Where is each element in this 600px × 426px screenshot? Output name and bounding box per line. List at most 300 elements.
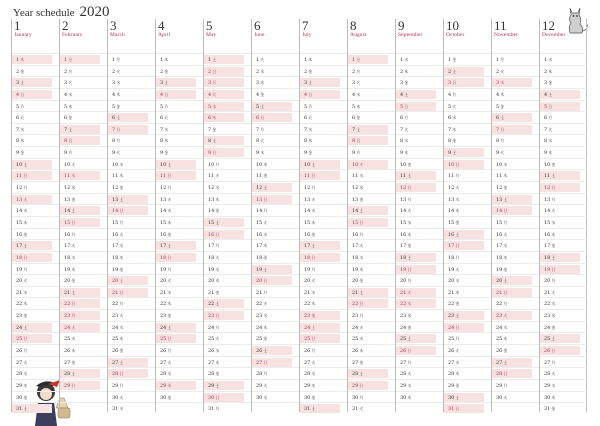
day-row[interactable] bbox=[348, 181, 395, 193]
day-row[interactable] bbox=[12, 379, 59, 391]
day-row[interactable] bbox=[12, 123, 59, 135]
day-row[interactable] bbox=[252, 146, 299, 158]
day-row[interactable] bbox=[60, 169, 107, 181]
day-row[interactable] bbox=[252, 111, 299, 123]
day-row[interactable] bbox=[156, 111, 203, 123]
day-row[interactable] bbox=[444, 88, 491, 100]
day-row[interactable] bbox=[492, 204, 539, 216]
day-row[interactable] bbox=[252, 228, 299, 240]
day-row[interactable] bbox=[348, 344, 395, 356]
day-row[interactable] bbox=[108, 321, 155, 333]
day-row[interactable] bbox=[348, 402, 395, 414]
day-row[interactable] bbox=[108, 274, 155, 286]
day-row[interactable] bbox=[492, 402, 539, 414]
day-row[interactable] bbox=[156, 169, 203, 181]
day-row[interactable] bbox=[252, 158, 299, 170]
day-row[interactable] bbox=[108, 181, 155, 193]
day-row[interactable] bbox=[444, 158, 491, 170]
day-row[interactable] bbox=[156, 251, 203, 263]
day-row[interactable] bbox=[348, 65, 395, 77]
day-row[interactable] bbox=[204, 53, 251, 65]
day-row[interactable] bbox=[540, 134, 587, 146]
day-row[interactable] bbox=[60, 100, 107, 112]
day-row[interactable] bbox=[12, 309, 59, 321]
day-row[interactable] bbox=[252, 216, 299, 228]
day-row[interactable] bbox=[156, 228, 203, 240]
day-row[interactable] bbox=[396, 286, 443, 298]
day-row[interactable] bbox=[108, 239, 155, 251]
day-row[interactable] bbox=[444, 134, 491, 146]
day-row[interactable] bbox=[444, 169, 491, 181]
day-row[interactable] bbox=[396, 181, 443, 193]
day-row[interactable] bbox=[60, 367, 107, 379]
day-row[interactable] bbox=[300, 367, 347, 379]
day-row[interactable] bbox=[252, 367, 299, 379]
day-row[interactable] bbox=[348, 367, 395, 379]
day-row[interactable] bbox=[492, 356, 539, 368]
day-row[interactable] bbox=[12, 111, 59, 123]
day-row[interactable] bbox=[60, 123, 107, 135]
day-row[interactable] bbox=[204, 274, 251, 286]
day-row[interactable] bbox=[156, 158, 203, 170]
day-row[interactable] bbox=[252, 297, 299, 309]
day-row[interactable] bbox=[444, 123, 491, 135]
day-row[interactable] bbox=[396, 146, 443, 158]
day-row[interactable] bbox=[12, 367, 59, 379]
day-row[interactable] bbox=[204, 332, 251, 344]
day-row[interactable] bbox=[60, 309, 107, 321]
day-row[interactable] bbox=[156, 216, 203, 228]
day-row[interactable] bbox=[348, 356, 395, 368]
day-row[interactable] bbox=[492, 123, 539, 135]
day-row[interactable] bbox=[492, 309, 539, 321]
day-row[interactable] bbox=[108, 169, 155, 181]
day-row[interactable] bbox=[444, 204, 491, 216]
day-row[interactable] bbox=[156, 344, 203, 356]
day-row[interactable] bbox=[252, 204, 299, 216]
day-row[interactable] bbox=[252, 263, 299, 275]
day-row[interactable] bbox=[156, 123, 203, 135]
day-row[interactable] bbox=[540, 367, 587, 379]
day-row[interactable] bbox=[540, 228, 587, 240]
day-row[interactable] bbox=[108, 251, 155, 263]
day-row[interactable] bbox=[156, 76, 203, 88]
day-row[interactable] bbox=[12, 332, 59, 344]
day-row[interactable] bbox=[60, 158, 107, 170]
day-row[interactable] bbox=[60, 379, 107, 391]
day-row[interactable] bbox=[300, 344, 347, 356]
day-row[interactable] bbox=[12, 76, 59, 88]
day-row[interactable] bbox=[108, 216, 155, 228]
day-row[interactable] bbox=[300, 251, 347, 263]
day-row[interactable] bbox=[60, 402, 107, 414]
day-row[interactable] bbox=[492, 169, 539, 181]
day-row[interactable] bbox=[444, 193, 491, 205]
day-row[interactable] bbox=[60, 274, 107, 286]
day-row[interactable] bbox=[252, 391, 299, 403]
day-row[interactable] bbox=[60, 111, 107, 123]
day-row[interactable] bbox=[444, 379, 491, 391]
day-row[interactable] bbox=[12, 391, 59, 403]
day-row[interactable] bbox=[156, 146, 203, 158]
day-row[interactable] bbox=[60, 134, 107, 146]
day-row[interactable] bbox=[60, 193, 107, 205]
day-row[interactable] bbox=[204, 356, 251, 368]
day-row[interactable] bbox=[12, 286, 59, 298]
day-row[interactable] bbox=[492, 286, 539, 298]
day-row[interactable] bbox=[252, 379, 299, 391]
day-row[interactable] bbox=[204, 391, 251, 403]
day-row[interactable] bbox=[348, 146, 395, 158]
day-row[interactable] bbox=[444, 332, 491, 344]
day-row[interactable] bbox=[492, 158, 539, 170]
day-row[interactable] bbox=[156, 391, 203, 403]
day-row[interactable] bbox=[12, 263, 59, 275]
day-row[interactable] bbox=[300, 309, 347, 321]
day-row[interactable] bbox=[540, 286, 587, 298]
day-row[interactable] bbox=[108, 123, 155, 135]
day-row[interactable] bbox=[540, 251, 587, 263]
day-row[interactable] bbox=[444, 367, 491, 379]
day-row[interactable] bbox=[348, 274, 395, 286]
day-row[interactable] bbox=[444, 239, 491, 251]
day-row[interactable] bbox=[12, 169, 59, 181]
day-row[interactable] bbox=[156, 100, 203, 112]
day-row[interactable] bbox=[540, 344, 587, 356]
day-row[interactable] bbox=[396, 158, 443, 170]
day-row[interactable] bbox=[252, 123, 299, 135]
day-row[interactable] bbox=[492, 111, 539, 123]
day-row[interactable] bbox=[204, 286, 251, 298]
day-row[interactable] bbox=[396, 309, 443, 321]
day-row[interactable] bbox=[204, 239, 251, 251]
day-row[interactable] bbox=[444, 402, 491, 414]
day-row[interactable] bbox=[156, 286, 203, 298]
day-row[interactable] bbox=[156, 297, 203, 309]
day-row[interactable] bbox=[348, 204, 395, 216]
day-row[interactable] bbox=[252, 344, 299, 356]
day-row[interactable] bbox=[12, 356, 59, 368]
day-row[interactable] bbox=[300, 286, 347, 298]
day-row[interactable] bbox=[204, 181, 251, 193]
day-row[interactable] bbox=[348, 391, 395, 403]
day-row[interactable] bbox=[396, 88, 443, 100]
day-row[interactable] bbox=[108, 309, 155, 321]
day-row[interactable] bbox=[348, 228, 395, 240]
day-row[interactable] bbox=[108, 286, 155, 298]
day-row[interactable] bbox=[12, 100, 59, 112]
day-row[interactable] bbox=[156, 204, 203, 216]
day-row[interactable] bbox=[204, 65, 251, 77]
day-row[interactable] bbox=[300, 100, 347, 112]
day-row[interactable] bbox=[252, 332, 299, 344]
day-row[interactable] bbox=[540, 53, 587, 65]
day-row[interactable] bbox=[300, 263, 347, 275]
day-row[interactable] bbox=[300, 332, 347, 344]
day-row[interactable] bbox=[204, 169, 251, 181]
day-row[interactable] bbox=[60, 204, 107, 216]
day-row[interactable] bbox=[444, 297, 491, 309]
day-row[interactable] bbox=[252, 134, 299, 146]
day-row[interactable] bbox=[300, 158, 347, 170]
day-row[interactable] bbox=[12, 158, 59, 170]
day-row[interactable] bbox=[204, 321, 251, 333]
day-row[interactable] bbox=[300, 76, 347, 88]
day-row[interactable] bbox=[348, 134, 395, 146]
day-row[interactable] bbox=[300, 356, 347, 368]
day-row[interactable] bbox=[12, 297, 59, 309]
day-row[interactable] bbox=[12, 146, 59, 158]
day-row[interactable] bbox=[12, 65, 59, 77]
day-row[interactable] bbox=[204, 76, 251, 88]
day-row[interactable] bbox=[60, 286, 107, 298]
day-row[interactable] bbox=[444, 263, 491, 275]
day-row[interactable] bbox=[108, 344, 155, 356]
day-row[interactable] bbox=[348, 263, 395, 275]
day-row[interactable] bbox=[540, 123, 587, 135]
day-row[interactable] bbox=[108, 204, 155, 216]
day-row[interactable] bbox=[60, 356, 107, 368]
day-row[interactable] bbox=[60, 88, 107, 100]
day-row[interactable] bbox=[492, 263, 539, 275]
day-row[interactable] bbox=[348, 286, 395, 298]
day-row[interactable] bbox=[348, 100, 395, 112]
day-row[interactable] bbox=[492, 391, 539, 403]
day-row[interactable] bbox=[204, 367, 251, 379]
day-row[interactable] bbox=[540, 332, 587, 344]
day-row[interactable] bbox=[444, 391, 491, 403]
day-row[interactable] bbox=[300, 228, 347, 240]
day-row[interactable] bbox=[540, 169, 587, 181]
day-row[interactable] bbox=[300, 239, 347, 251]
day-row[interactable] bbox=[300, 297, 347, 309]
day-row[interactable] bbox=[444, 216, 491, 228]
day-row[interactable] bbox=[300, 146, 347, 158]
day-row[interactable] bbox=[348, 332, 395, 344]
day-row[interactable] bbox=[156, 263, 203, 275]
day-row[interactable] bbox=[492, 379, 539, 391]
day-row[interactable] bbox=[204, 158, 251, 170]
day-row[interactable] bbox=[444, 65, 491, 77]
day-row[interactable] bbox=[444, 228, 491, 240]
day-row[interactable] bbox=[492, 181, 539, 193]
day-row[interactable] bbox=[348, 309, 395, 321]
day-row[interactable] bbox=[540, 216, 587, 228]
day-row[interactable] bbox=[540, 65, 587, 77]
day-row[interactable] bbox=[300, 53, 347, 65]
day-row[interactable] bbox=[204, 402, 251, 414]
day-row[interactable] bbox=[204, 193, 251, 205]
day-row[interactable] bbox=[444, 53, 491, 65]
day-row[interactable] bbox=[204, 297, 251, 309]
day-row[interactable] bbox=[204, 111, 251, 123]
day-row[interactable] bbox=[540, 204, 587, 216]
day-row[interactable] bbox=[12, 53, 59, 65]
day-row[interactable] bbox=[540, 111, 587, 123]
day-row[interactable] bbox=[156, 356, 203, 368]
day-row[interactable] bbox=[108, 332, 155, 344]
day-row[interactable] bbox=[60, 344, 107, 356]
day-row[interactable] bbox=[252, 100, 299, 112]
day-row[interactable] bbox=[540, 193, 587, 205]
day-row[interactable] bbox=[12, 216, 59, 228]
day-row[interactable] bbox=[252, 88, 299, 100]
day-row[interactable] bbox=[156, 274, 203, 286]
day-row[interactable] bbox=[492, 134, 539, 146]
day-row[interactable] bbox=[492, 76, 539, 88]
day-row[interactable] bbox=[444, 344, 491, 356]
day-row[interactable] bbox=[204, 263, 251, 275]
day-row[interactable] bbox=[300, 402, 347, 414]
day-row[interactable] bbox=[348, 379, 395, 391]
day-row[interactable] bbox=[348, 239, 395, 251]
day-row[interactable] bbox=[492, 367, 539, 379]
day-row[interactable] bbox=[12, 204, 59, 216]
day-row[interactable] bbox=[444, 76, 491, 88]
day-row[interactable] bbox=[108, 88, 155, 100]
day-row[interactable] bbox=[348, 88, 395, 100]
day-row[interactable] bbox=[156, 367, 203, 379]
day-row[interactable] bbox=[60, 391, 107, 403]
day-row[interactable] bbox=[396, 239, 443, 251]
day-row[interactable] bbox=[108, 379, 155, 391]
day-row[interactable] bbox=[396, 204, 443, 216]
day-row[interactable] bbox=[540, 239, 587, 251]
day-row[interactable] bbox=[156, 181, 203, 193]
day-row[interactable] bbox=[300, 216, 347, 228]
day-row[interactable] bbox=[60, 53, 107, 65]
day-row[interactable] bbox=[300, 65, 347, 77]
day-row[interactable] bbox=[60, 321, 107, 333]
day-row[interactable] bbox=[396, 402, 443, 414]
day-row[interactable] bbox=[204, 204, 251, 216]
day-row[interactable] bbox=[540, 321, 587, 333]
day-row[interactable] bbox=[108, 228, 155, 240]
day-row[interactable] bbox=[396, 391, 443, 403]
day-row[interactable] bbox=[156, 332, 203, 344]
day-row[interactable] bbox=[348, 76, 395, 88]
day-row[interactable] bbox=[108, 134, 155, 146]
day-row[interactable] bbox=[60, 228, 107, 240]
day-row[interactable] bbox=[204, 344, 251, 356]
day-row[interactable] bbox=[444, 111, 491, 123]
day-row[interactable] bbox=[396, 76, 443, 88]
day-row[interactable] bbox=[300, 134, 347, 146]
day-row[interactable] bbox=[396, 344, 443, 356]
day-row[interactable] bbox=[396, 274, 443, 286]
day-row[interactable] bbox=[60, 239, 107, 251]
day-row[interactable] bbox=[12, 228, 59, 240]
day-row[interactable] bbox=[156, 88, 203, 100]
day-row[interactable] bbox=[12, 181, 59, 193]
day-row[interactable] bbox=[396, 228, 443, 240]
day-row[interactable] bbox=[156, 134, 203, 146]
day-row[interactable] bbox=[252, 402, 299, 414]
day-row[interactable] bbox=[300, 321, 347, 333]
day-row[interactable] bbox=[156, 321, 203, 333]
day-row[interactable] bbox=[108, 263, 155, 275]
day-row[interactable] bbox=[444, 356, 491, 368]
day-row[interactable] bbox=[60, 263, 107, 275]
day-row[interactable] bbox=[348, 53, 395, 65]
day-row[interactable] bbox=[348, 216, 395, 228]
day-row[interactable] bbox=[108, 146, 155, 158]
day-row[interactable] bbox=[252, 53, 299, 65]
day-row[interactable] bbox=[492, 228, 539, 240]
day-row[interactable] bbox=[444, 321, 491, 333]
day-row[interactable] bbox=[60, 181, 107, 193]
day-row[interactable] bbox=[540, 402, 587, 414]
day-row[interactable] bbox=[60, 332, 107, 344]
day-row[interactable] bbox=[396, 100, 443, 112]
day-row[interactable] bbox=[252, 193, 299, 205]
day-row[interactable] bbox=[300, 111, 347, 123]
day-row[interactable] bbox=[108, 391, 155, 403]
day-row[interactable] bbox=[348, 297, 395, 309]
day-row[interactable] bbox=[156, 379, 203, 391]
day-row[interactable] bbox=[156, 402, 203, 414]
day-row[interactable] bbox=[540, 309, 587, 321]
day-row[interactable] bbox=[12, 274, 59, 286]
day-row[interactable] bbox=[396, 65, 443, 77]
day-row[interactable] bbox=[396, 297, 443, 309]
day-row[interactable] bbox=[492, 88, 539, 100]
day-row[interactable] bbox=[108, 297, 155, 309]
day-row[interactable] bbox=[348, 169, 395, 181]
day-row[interactable] bbox=[108, 193, 155, 205]
day-row[interactable] bbox=[492, 65, 539, 77]
day-row[interactable] bbox=[444, 309, 491, 321]
day-row[interactable] bbox=[204, 88, 251, 100]
day-row[interactable] bbox=[204, 123, 251, 135]
day-row[interactable] bbox=[300, 193, 347, 205]
day-row[interactable] bbox=[204, 146, 251, 158]
day-row[interactable] bbox=[492, 100, 539, 112]
day-row[interactable] bbox=[252, 181, 299, 193]
day-row[interactable] bbox=[300, 274, 347, 286]
day-row[interactable] bbox=[348, 321, 395, 333]
day-row[interactable] bbox=[396, 216, 443, 228]
day-row[interactable] bbox=[12, 251, 59, 263]
day-row[interactable] bbox=[156, 65, 203, 77]
day-row[interactable] bbox=[204, 228, 251, 240]
day-row[interactable] bbox=[12, 134, 59, 146]
day-row[interactable] bbox=[12, 402, 59, 414]
day-row[interactable] bbox=[252, 239, 299, 251]
day-row[interactable] bbox=[540, 274, 587, 286]
day-row[interactable] bbox=[492, 193, 539, 205]
day-row[interactable] bbox=[540, 88, 587, 100]
day-row[interactable] bbox=[444, 251, 491, 263]
day-row[interactable] bbox=[396, 332, 443, 344]
day-row[interactable] bbox=[492, 344, 539, 356]
day-row[interactable] bbox=[204, 100, 251, 112]
day-row[interactable] bbox=[252, 65, 299, 77]
day-row[interactable] bbox=[492, 53, 539, 65]
day-row[interactable] bbox=[108, 367, 155, 379]
day-row[interactable] bbox=[156, 53, 203, 65]
day-row[interactable] bbox=[348, 251, 395, 263]
day-row[interactable] bbox=[60, 146, 107, 158]
day-row[interactable] bbox=[12, 239, 59, 251]
day-row[interactable] bbox=[300, 391, 347, 403]
day-row[interactable] bbox=[492, 146, 539, 158]
day-row[interactable] bbox=[300, 181, 347, 193]
day-row[interactable] bbox=[444, 274, 491, 286]
day-row[interactable] bbox=[204, 309, 251, 321]
day-row[interactable] bbox=[396, 251, 443, 263]
day-row[interactable] bbox=[444, 146, 491, 158]
